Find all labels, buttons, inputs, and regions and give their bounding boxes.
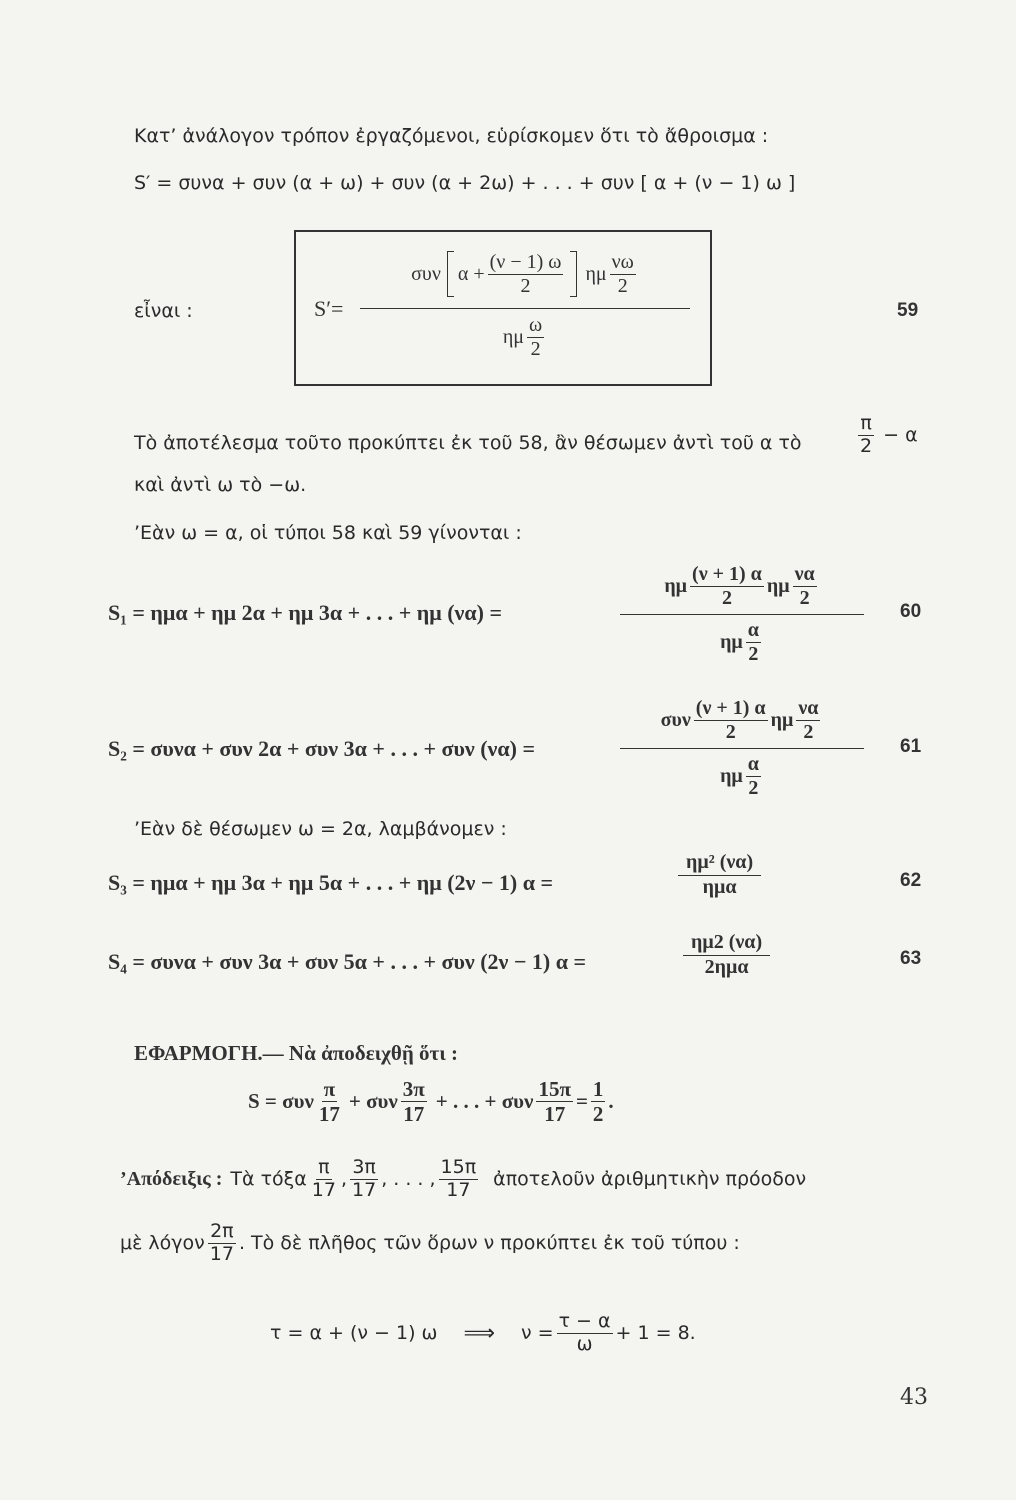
proof-formula-c: + 1 = 8. [615,1322,696,1345]
proof-text2: ἀποτελοῦν ἀριθμητικὴν πρόοδον [493,1168,807,1191]
result-pi-half [855,414,918,457]
proof-arc-a [310,1158,338,1201]
application-dots: + . . . + συν [435,1089,534,1114]
application-f3-num: 15π [538,1077,571,1101]
proof-arc-b-den: 17 [352,1178,377,1201]
eq60-n2: ημ [766,574,790,597]
eq60-n1-den: 2 [721,586,732,609]
eq61-n1-den: 2 [725,720,736,743]
eq60-n2-den: 2 [799,586,810,609]
eq59-left-bracket [447,251,454,297]
case1-text: ’Εὰν ω = α, οἱ τύποι 58 καὶ 59 γίνονται : [134,522,522,544]
eq60-d-den: 2 [748,642,759,665]
result-line-1: Τὸ ἀποτέλεσμα τοῦτο προκύπτει ἐκ τοῦ 58, ἂν θέσωμεν ἀντὶ τοῦ α τὸ [134,432,802,454]
proof-formula-b: ν = [520,1322,554,1345]
eq61-d-num: α [747,752,759,775]
eq59-num-func2: ημ [585,262,607,285]
eq62-fraction [675,852,764,898]
proof-ratio [208,1222,236,1265]
intro-formula: S′ = συνα + συν (α + ω) + συν (α + 2ω) + . . . + συν [ α + (ν − 1) ω ] [134,172,796,194]
result-frac [858,414,874,457]
eq63-number: 63 [900,948,922,969]
eq59-numerator [360,242,690,306]
eq62-number: 62 [900,870,922,891]
proof-formula-a: τ = α + (ν − 1) ω [270,1322,438,1345]
eq59-num-frac2-num: νω [611,250,634,273]
application-f1-num: π [323,1077,336,1101]
eq62-lhs: S₃ = ημα + ημ 3α + ημ 5α + . . . + ημ (2ν − 1) α = [108,870,554,895]
eq60-d-num: α [747,618,759,641]
application-s: S = συν [248,1089,314,1114]
eq59-den-func: ημ [502,325,524,348]
eq61-n2-num: να [798,696,819,719]
eq61-n2: ημ [770,708,794,731]
eq61-d: ημ [720,764,743,787]
eq60-denominator [620,615,864,669]
eq60-numerator [620,558,864,614]
proof-line-1 [120,1158,806,1201]
proof-label: ’Απόδειξις : [120,1167,223,1190]
eq59-den-frac-num: ω [529,313,543,336]
proof-arc-b-num: 3π [352,1156,376,1178]
proof-ratio-lead: μὲ λόγον [120,1232,205,1255]
eq60-fraction [620,558,864,669]
application-formula [248,1078,614,1125]
eq63-num: ημ2 (να) [683,932,770,956]
proof-ratio-den: 17 [209,1242,234,1265]
application-f3 [536,1078,573,1125]
application-period: . [608,1089,614,1114]
application-heading: ΕΦΑΡΜΟΓΗ.— Νὰ ἀποδειχθῇ ὅτι : [134,1041,458,1065]
eq63-fraction [680,932,773,978]
application-f4 [591,1078,606,1125]
proof-arc-b [350,1158,378,1201]
eq61-n1-frac [694,698,768,743]
eq59-num-arg-frac-den: 2 [520,274,531,297]
proof-ratio-tail: . Τὸ δὲ πλῆθος τῶν ὅρων ν προκύπτει ἐκ τοῦ τύπου : [238,1232,740,1255]
eq61-lhs: S₂ = συνα + συν 2α + συν 3α + . . . + συν (να) = [108,736,536,761]
eq62-frac [678,852,761,898]
result-tail: − α [883,423,918,446]
eq60-d: ημ [720,630,743,653]
proof-comma1: , [340,1168,347,1191]
eq59-num-func: συν [411,262,441,285]
application-f4-num: 1 [592,1077,604,1101]
eq61-d-den: 2 [748,776,759,799]
application-f1-den: 17 [318,1102,340,1127]
eq61-denominator [620,749,864,803]
eq61-number: 61 [900,736,922,757]
eq61-n2-den: 2 [803,720,814,743]
proof-dots: , . . . , [381,1168,436,1191]
application-f4-den: 2 [592,1102,604,1127]
eq59-lhs: S′= [314,296,344,321]
proof-arrow: ⟹ [463,1320,495,1346]
proof-arc-c-num: 15π [440,1156,477,1178]
result-line-2: καὶ ἀντὶ ω τὸ −ω. [134,474,307,496]
eq59-fraction [360,242,690,365]
proof-line-2 [120,1222,740,1265]
page-number: 43 [900,1385,928,1410]
eq60-n1-frac [690,564,764,609]
proof-formula [270,1312,696,1355]
eq60-n2-num: να [794,562,815,585]
proof-arc-c [439,1158,479,1201]
result-frac-num: π [860,412,872,434]
proof-text1: Τὰ τόξα [230,1168,307,1191]
application-f1 [317,1078,342,1125]
eq61-n1-num: (ν + 1) α [695,696,766,719]
eq59-number: 59 [897,300,919,321]
eq59-lead: εἶναι : [134,300,193,322]
case2-text: ’Εὰν δὲ θέσωμεν ω = 2α, λαμβάνομεν : [134,818,507,840]
eq60-d-frac [746,620,761,665]
eq61-numerator [620,692,864,748]
eq60-n2-frac [793,564,817,609]
eq61-n2-frac [796,698,820,743]
application-f3-den: 17 [544,1102,566,1127]
eq59-den-frac-den: 2 [530,337,541,360]
proof-formula-frac-num: τ − α [558,1310,611,1332]
eq63-lhs: S₄ = συνα + συν 3α + συν 5α + . . . + συν (2ν − 1) α = [108,949,587,974]
eq60-n1: ημ [664,574,688,597]
eq59-right-bracket [570,251,577,297]
application-plus1: + συν [348,1089,398,1114]
eq60-n1-num: (ν + 1) α [692,562,762,585]
eq59-num-arg-a: α + [457,262,485,285]
eq61-d-frac [746,754,761,799]
eq62-den: ημα [702,876,737,898]
application-f2 [401,1078,427,1125]
eq63-den: 2ημα [704,956,749,978]
eq59-den-frac [527,315,544,360]
eq59-num-frac2 [610,252,636,297]
result-frac-den: 2 [860,434,873,457]
proof-ratio-num: 2π [210,1220,234,1242]
eq62-num: ημ² (να) [678,852,761,876]
application-f2-den: 17 [403,1102,425,1127]
eq59-num-arg-frac [488,252,564,297]
proof-arc-a-num: π [318,1156,330,1178]
proof-arc-a-den: 17 [311,1178,336,1201]
proof-formula-frac [557,1312,613,1355]
eq63-frac [683,932,770,978]
application-f2-num: 3π [402,1077,425,1101]
eq59-denominator [360,309,690,365]
intro-line-1: Κατ’ ἀνάλογον τρόπον ἐργαζόμενοι, εὑρίσκομεν ὅτι τὸ ἄθροισμα : [134,125,769,147]
application-eq: = [575,1089,588,1114]
eq61-fraction [620,692,864,803]
eq59-num-arg-frac-num: (ν − 1) ω [489,250,562,273]
proof-formula-frac-den: ω [576,1332,593,1355]
eq61-n1: συν [660,708,691,731]
proof-arc-c-den: 17 [446,1178,471,1201]
eq59-num-frac2-den: 2 [617,274,628,297]
eq60-lhs: S₁ = ημα + ημ 2α + ημ 3α + . . . + ημ (να) = [108,600,503,625]
eq60-number: 60 [900,601,922,622]
